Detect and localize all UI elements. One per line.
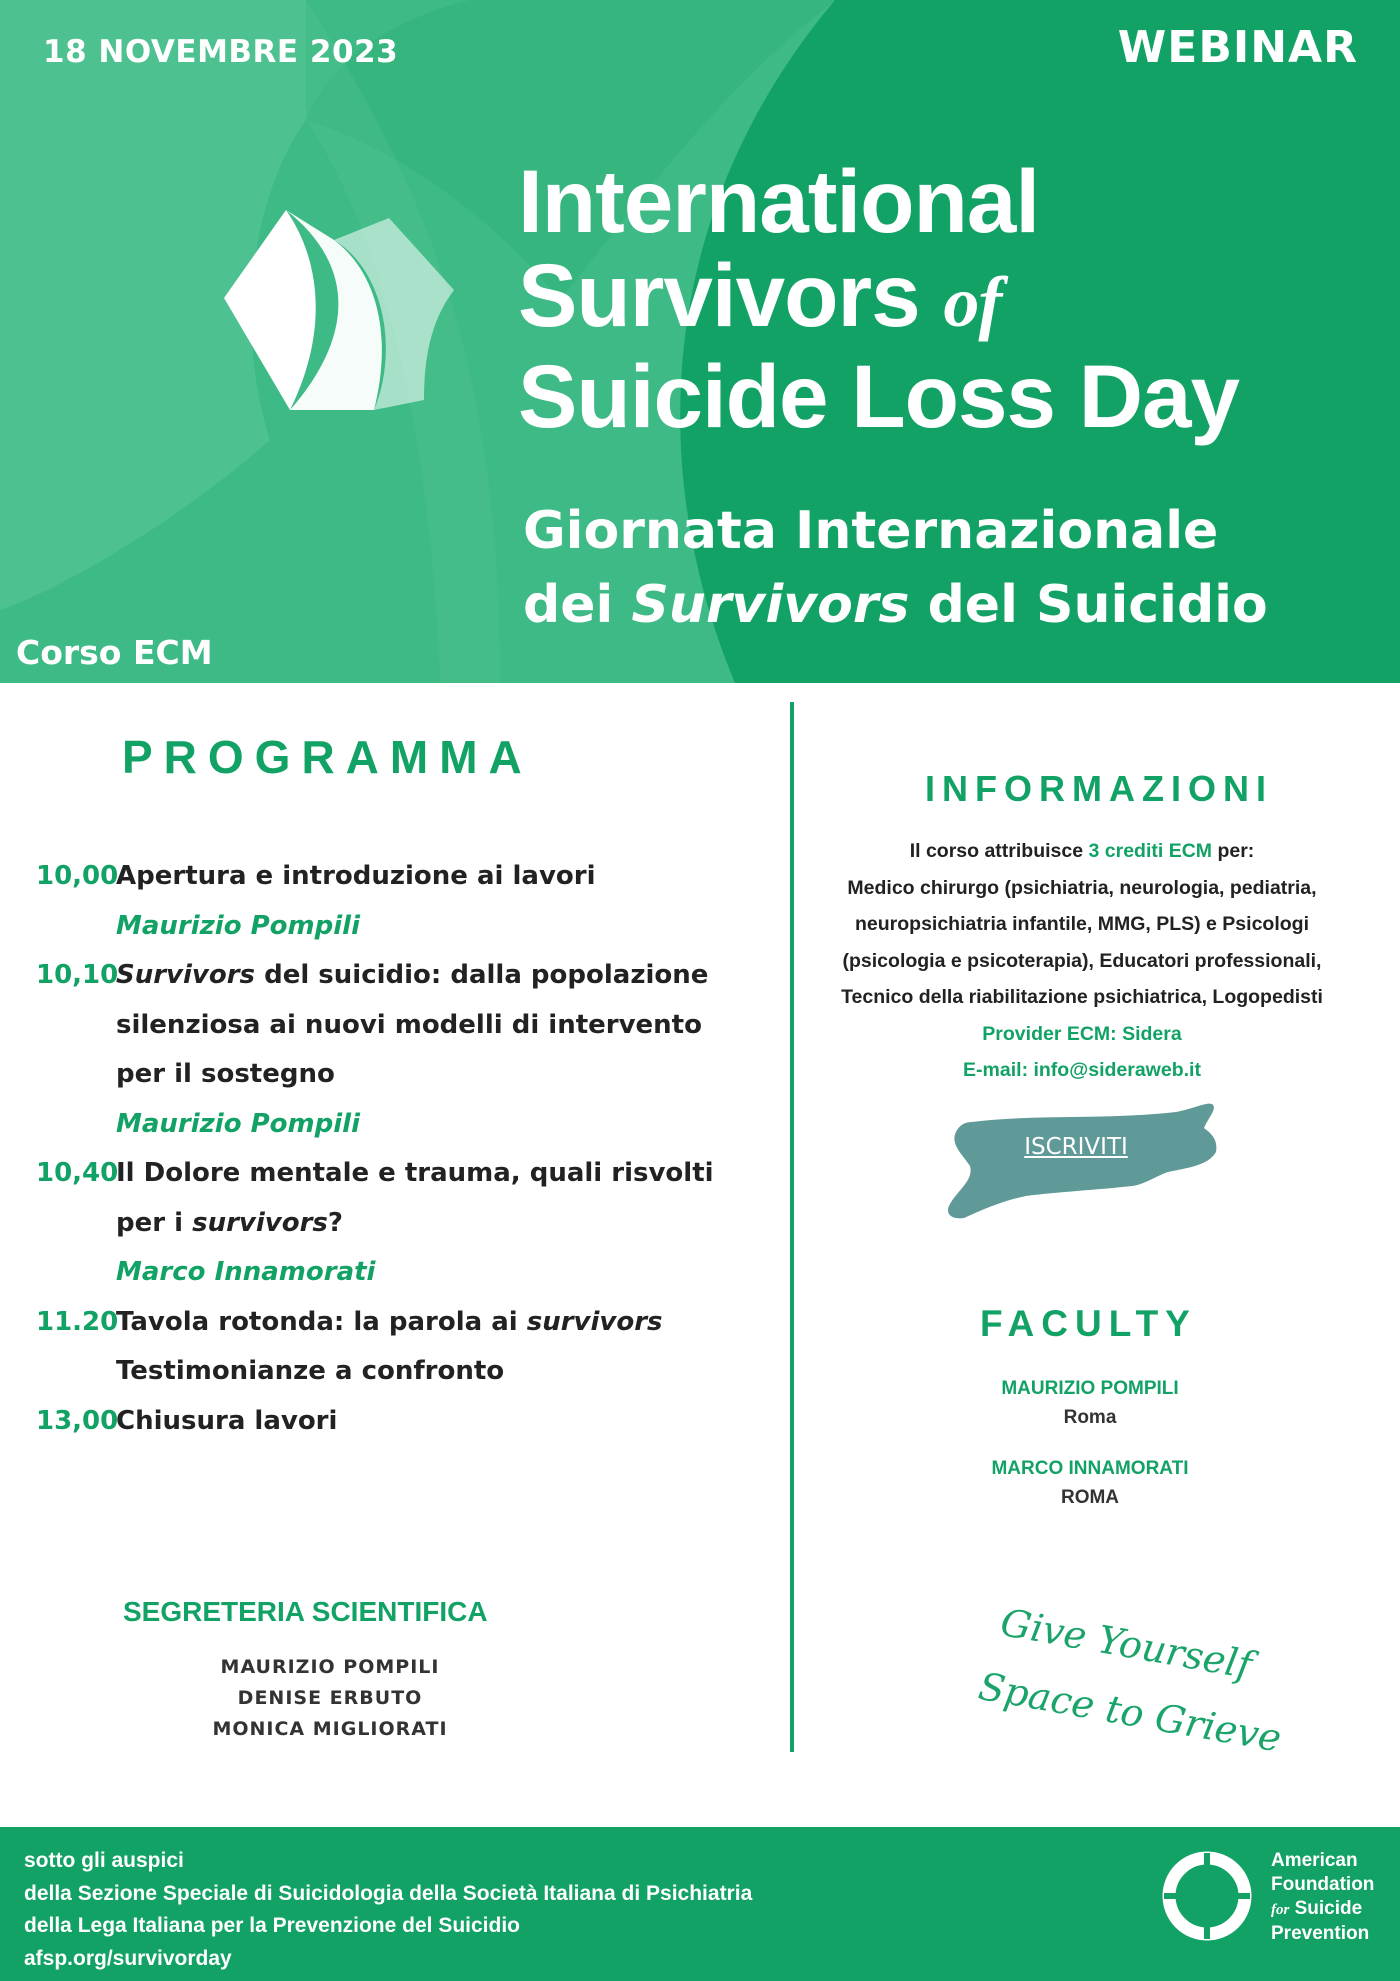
title-line-3: Suicide Loss Day bbox=[518, 346, 1239, 446]
faculty-member bbox=[900, 1374, 1280, 1432]
email-line[interactable]: E-mail: info@sideraweb.it bbox=[963, 1059, 1201, 1081]
agenda-item bbox=[36, 852, 736, 951]
event-format: WEBINAR bbox=[1117, 22, 1358, 73]
footer-line: sotto gli auspici bbox=[24, 1849, 184, 1872]
professions-line: Medico chirurgo (psichiatria, neurologia, pediatria, bbox=[847, 876, 1317, 899]
agenda-topic: Apertura e introduzione ai lavori bbox=[116, 861, 596, 891]
segreteria-name: MAURIZIO POMPILI bbox=[220, 1656, 440, 1678]
agenda-topic: Il Dolore mentale e trauma, quali risvolti per i survivors? bbox=[116, 1158, 714, 1238]
professions-line: (psicologia e psicoterapia), Educatori professionali, bbox=[842, 949, 1322, 972]
informazioni-heading: INFORMAZIONI bbox=[925, 768, 1273, 809]
header-banner bbox=[0, 0, 1400, 683]
agenda-topic: Chiusura lavori bbox=[116, 1405, 338, 1436]
agenda-time: 10,40 bbox=[36, 1158, 119, 1188]
subtitle-line-2: dei Survivors del Suicidio bbox=[523, 575, 1268, 635]
programma-heading: PROGRAMMA bbox=[122, 731, 533, 783]
segreteria-names bbox=[170, 1652, 490, 1745]
slogan-line-2: Space to Grieve bbox=[975, 1664, 1285, 1761]
footer-band bbox=[0, 1827, 1400, 1981]
open-book-leaves-logo bbox=[224, 210, 454, 410]
event-subtitle bbox=[523, 494, 1268, 642]
agenda-list bbox=[36, 852, 736, 1446]
segreteria-heading: SEGRETERIA SCIENTIFICA bbox=[123, 1596, 488, 1627]
agenda-speaker: Maurizio Pompili bbox=[116, 910, 360, 941]
informazioni-body bbox=[812, 833, 1352, 1089]
agenda-topic: Survivors del suicidio: dalla popolazione silenziosa ai nuovi modelli di intervento per il sostegno bbox=[116, 960, 709, 1089]
event-date: 18 NOVEMBRE 2023 bbox=[43, 34, 399, 70]
faculty-city: ROMA bbox=[1060, 1487, 1120, 1508]
segreteria-name: DENISE ERBUTO bbox=[237, 1687, 423, 1709]
subtitle-line-1: Giornata Internazionale bbox=[523, 501, 1219, 561]
footer-link[interactable]: afsp.org/survivorday bbox=[24, 1946, 232, 1970]
professions-line: Tecnico della riabilitazione psichiatrica, Logopedisti bbox=[841, 986, 1323, 1008]
provider-line: Provider ECM: Sidera bbox=[982, 1022, 1182, 1045]
faculty-member bbox=[900, 1454, 1280, 1512]
agenda-time: 13,00 bbox=[36, 1405, 119, 1436]
course-type: Corso ECM bbox=[16, 633, 213, 672]
agenda-time: 10,00 bbox=[36, 861, 119, 891]
brush-stroke-shape bbox=[946, 1100, 1220, 1222]
slogan bbox=[975, 1600, 1305, 1760]
faculty-name: MARCO INNAMORATI bbox=[991, 1458, 1189, 1479]
agenda-time: 11.20 bbox=[36, 1306, 119, 1337]
faculty-list bbox=[900, 1374, 1280, 1534]
professions-line: neuropsichiatria infantile, MMG, PLS) e Psicologi bbox=[855, 913, 1309, 935]
agenda-item bbox=[36, 1397, 736, 1447]
footer-line: della Lega Italiana per la Prevenzione del Suicidio bbox=[24, 1914, 520, 1937]
event-title bbox=[518, 151, 1239, 446]
column-divider bbox=[790, 702, 794, 1752]
footer-patronage bbox=[24, 1845, 752, 1975]
agenda-item bbox=[36, 1149, 736, 1298]
agenda-time: 10,10 bbox=[36, 960, 119, 990]
faculty-heading: FACULTY bbox=[980, 1303, 1197, 1344]
agenda-speaker: Marco Innamorati bbox=[116, 1257, 376, 1287]
faculty-name: MAURIZIO POMPILI bbox=[1001, 1378, 1179, 1399]
agenda-item bbox=[36, 951, 736, 1149]
register-button[interactable] bbox=[946, 1100, 1220, 1222]
register-label[interactable]: ISCRIVITI bbox=[1024, 1134, 1128, 1160]
slogan-line-1: Give Yourself bbox=[997, 1600, 1256, 1688]
agenda-speaker: Maurizio Pompili bbox=[116, 1108, 360, 1139]
afsp-wordmark: American Foundation for Suicide Prevention bbox=[1271, 1850, 1375, 1944]
agenda-topic: Tavola rotonda: la parola ai survivors Testimonianze a confronto bbox=[116, 1306, 663, 1386]
title-line-1: International bbox=[518, 151, 1040, 251]
title-line-2: Survivors of bbox=[518, 245, 1002, 345]
agenda-item bbox=[36, 1298, 736, 1397]
credits-line: Il corso attribuisce 3 crediti ECM per: bbox=[909, 840, 1255, 862]
segreteria-name: MONICA MIGLIORATI bbox=[212, 1718, 448, 1740]
faculty-city: Roma bbox=[1063, 1407, 1117, 1428]
footer-line: della Sezione Speciale di Suicidologia della Società Italiana di Psichiatria bbox=[24, 1881, 753, 1905]
life-ring-icon bbox=[1162, 1851, 1252, 1941]
